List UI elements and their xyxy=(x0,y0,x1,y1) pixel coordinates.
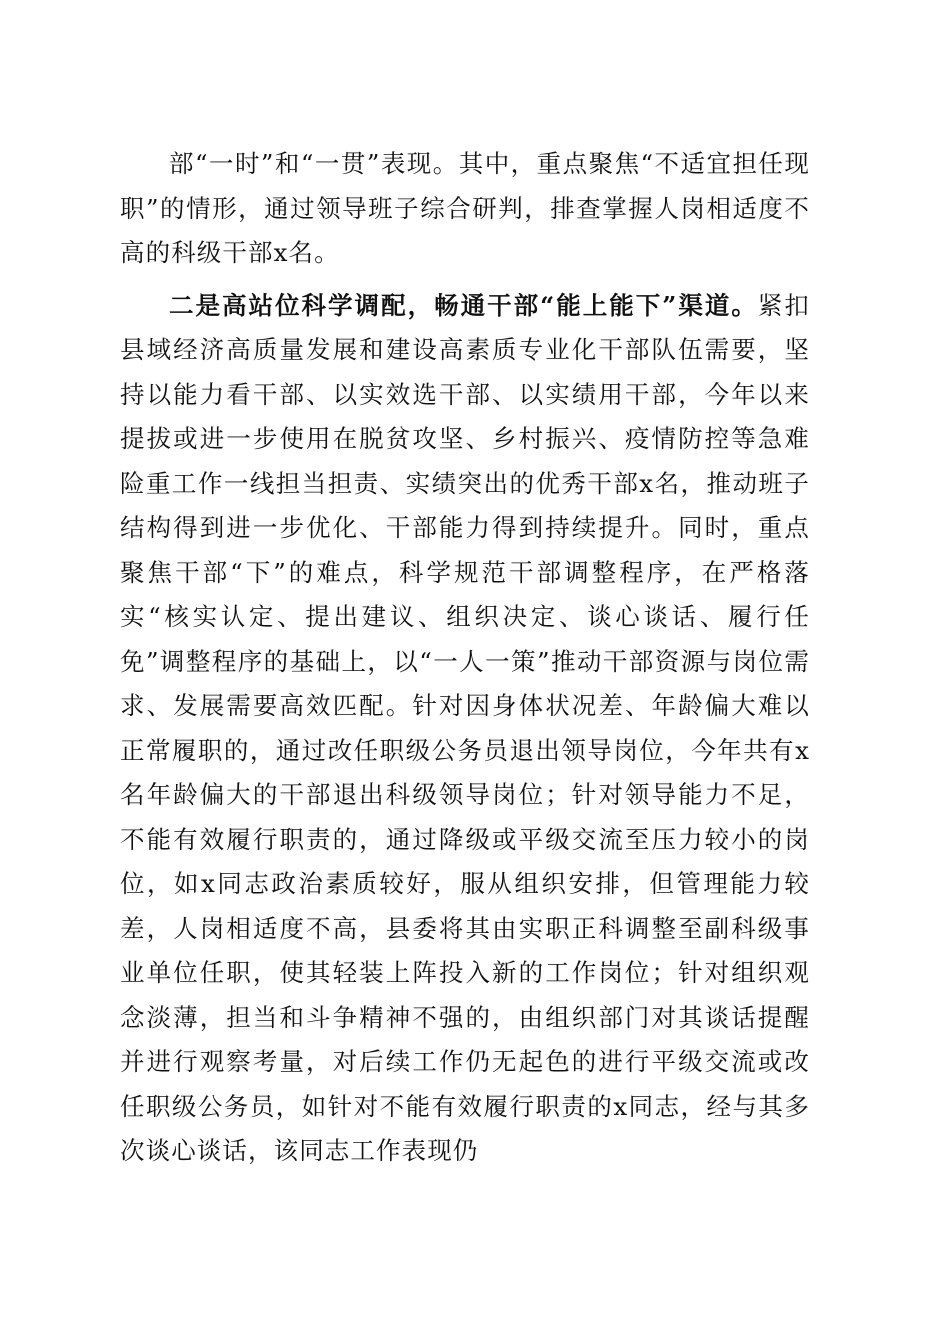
paragraph-1: 部“一时”和“一贯”表现。其中，重点聚焦“不适宜担任现职”的情形，通过领导班子综合研判，排查掌握人岗相适度不高的科级干部x名。 xyxy=(120,149,810,267)
paragraph-2 xyxy=(120,284,810,1174)
document-page xyxy=(120,142,810,1174)
paragraph-2-heading: 二是高站位科学调配，畅通干部“能上能下”渠道。 xyxy=(169,290,758,320)
paragraph-2-body: 紧扣县域经济高质量发展和建设高素质专业化干部队伍需要，坚持以能力看干部、以实效选干部、以实绩用干部，今年以来提拔或进一步使用在脱贫攻坚、乡村振兴、疫情防控等急难险重工作一线担当担责、实绩突出的优秀干部x名，推动班子结构得到进一步优化、干部能力得到持续提升。同时，重点聚焦干部“下”的难点，科学规范干部调整程序，在严格落实“核实认定、提出建议、组织决定、谈心谈话、履行任免”调整程序的基础上，以“一人一策”推动干部资源与岗位需求、发展需要高效匹配。针对因身体状况差、年龄偏大难以正常履职的，通过改任职级公务员退出领导岗位，今年共有x名年龄偏大的干部退出科级领导岗位；针对领导能力不足，不能有效履行职责的，通过降级或平级交流至压力较小的岗位，如x同志政治素质较好，服从组织安排，但管理能力较差，人岗相适度不高，县委将其由实职正科调整至副科级事业单位任职，使其轻装上阵投入新的工作岗位；针对组织观念淡薄，担当和斗争精神不强的，由组织部门对其谈话提醒并进行观察考量，对后续工作仍无起色的进行平级交流或改任职级公务员，如针对不能有效履行职责的x同志，经与其多次谈心谈话，该同志工作表现仍 xyxy=(120,290,810,1165)
